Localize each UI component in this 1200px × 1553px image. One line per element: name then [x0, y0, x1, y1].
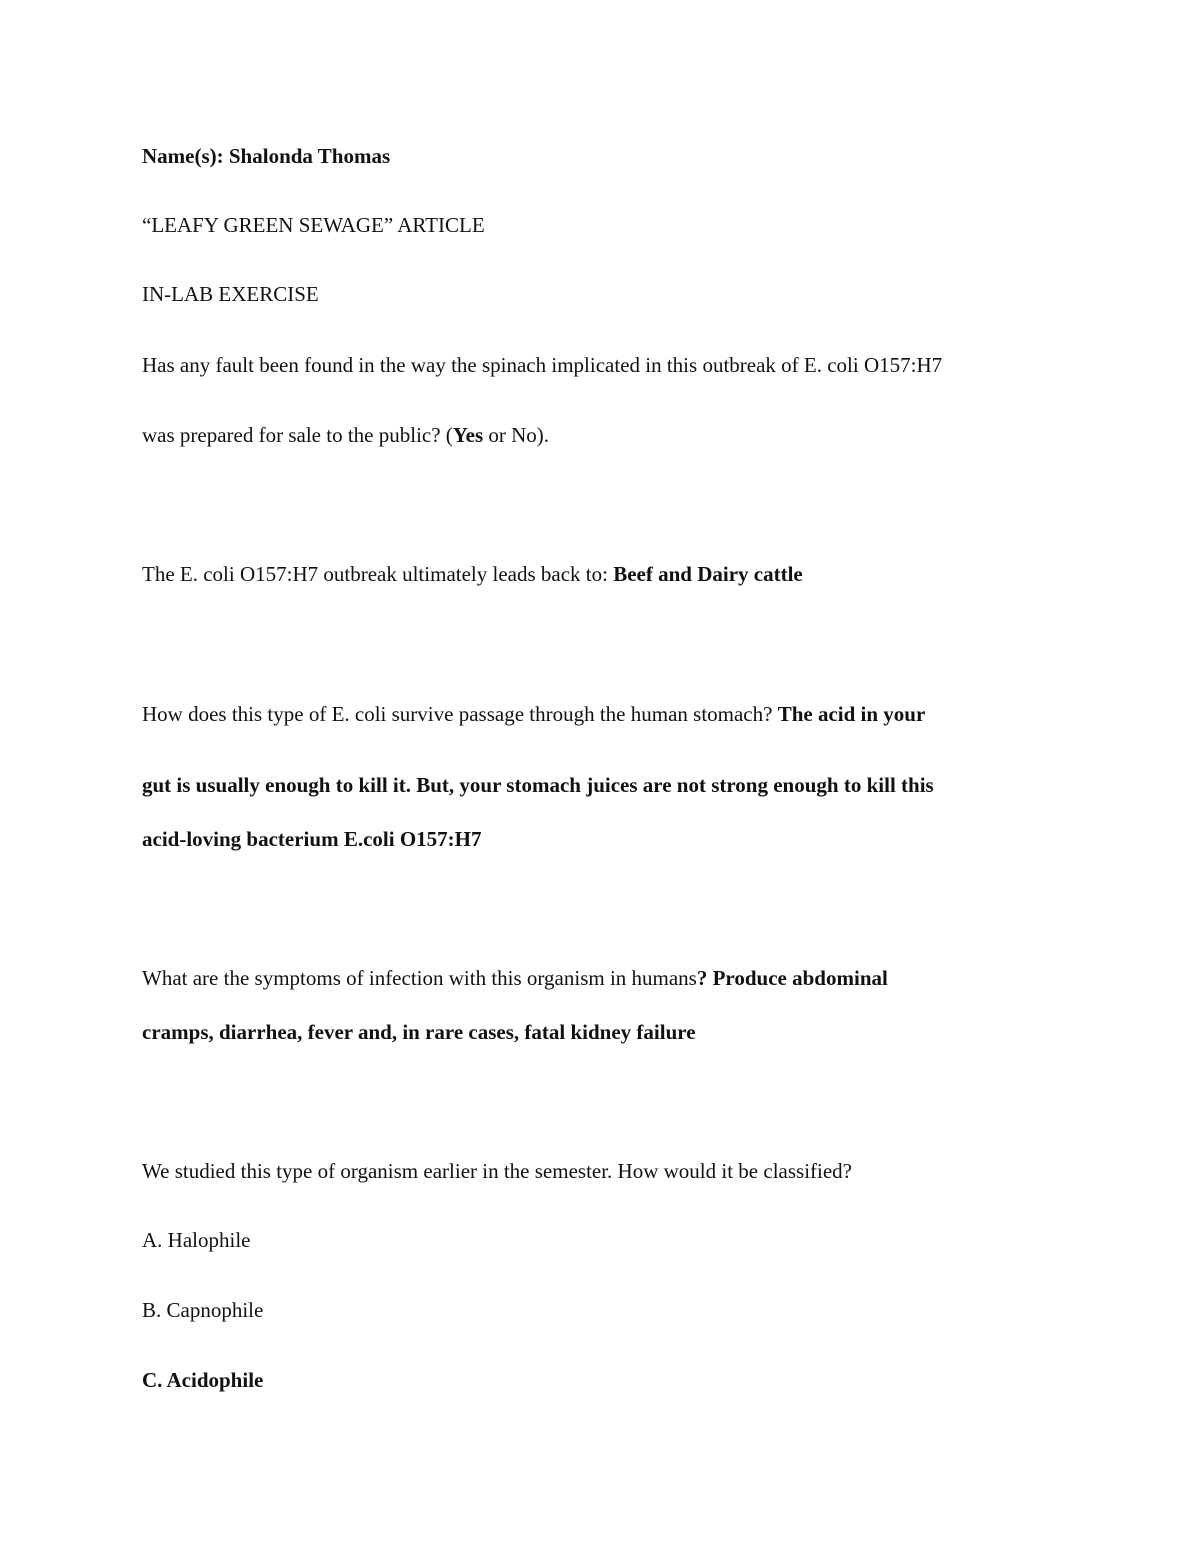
exercise-label: IN-LAB EXERCISE — [142, 282, 319, 306]
student-name: Name(s): Shalonda Thomas — [142, 144, 391, 168]
question-3-answer-line-3: acid-loving bacterium E.coli O157:H7 — [142, 827, 482, 851]
article-title: “LEAFY GREEN SEWAGE” ARTICLE — [142, 213, 485, 237]
option-c-selected-answer: C. Acidophile — [142, 1368, 264, 1392]
question-4-text: What are the symptoms of infection with this organism in humans — [142, 966, 697, 990]
question-3-line-1 — [142, 700, 925, 728]
question-2 — [142, 560, 803, 588]
question-1-answer: Yes — [452, 423, 484, 447]
question-1-line-2 — [142, 421, 549, 449]
option-a: A. Halophile — [142, 1228, 251, 1252]
option-b: B. Capnophile — [142, 1298, 264, 1322]
question-2-answer: Beef and Dairy cattle — [613, 562, 803, 586]
question-3-answer-line-2: gut is usually enough to kill it. But, your stomach juices are not strong enough to kill this — [142, 773, 934, 797]
question-1-line-1: Has any fault been found in the way the spinach implicated in this outbreak of E. coli O157:H7 — [142, 353, 943, 377]
question-4-answer-start: ? Produce abdominal — [696, 966, 888, 990]
question-2-text: The E. coli O157:H7 outbreak ultimately leads back to: — [142, 562, 614, 586]
question-1-suffix: or No). — [483, 423, 550, 447]
question-3-answer-start: The acid in your — [777, 702, 926, 726]
question-4-line-1 — [142, 964, 888, 992]
question-4-answer-line-2: cramps, diarrhea, fever and, in rare cases, fatal kidney failure — [142, 1020, 696, 1044]
question-5: We studied this type of organism earlier in the semester. How would it be classified? — [142, 1159, 853, 1183]
question-1-prefix: was prepared for sale to the public? ( — [142, 423, 453, 447]
question-3-text: How does this type of E. coli survive passage through the human stomach? — [142, 702, 778, 726]
